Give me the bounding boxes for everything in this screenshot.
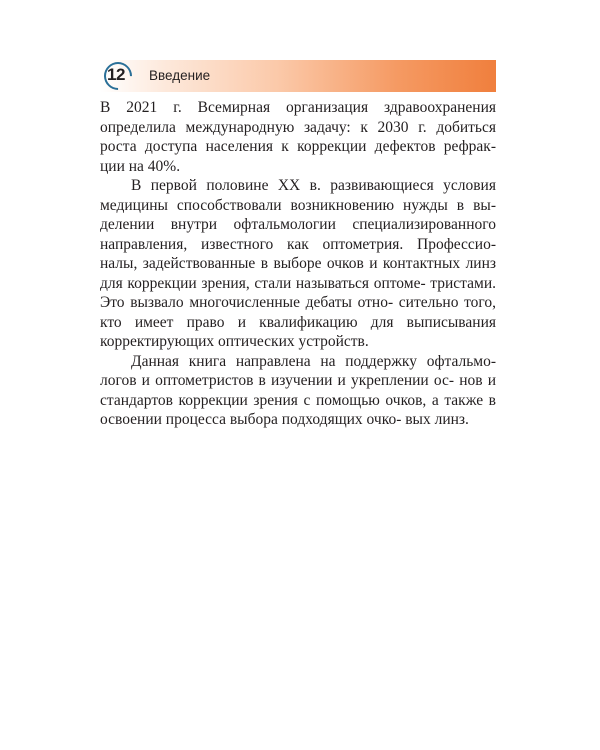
text-line: тристами. Это вызвало многочисленные дебаты отно-: [100, 274, 496, 311]
page-header: [100, 60, 496, 92]
text-line: роста доступа населения к коррекции дефектов рефрак-: [100, 138, 496, 155]
text-line: а также в освоении процесса выбора подходящих очко-: [100, 391, 496, 428]
text-line: В 2021 г. Всемирная организация здравоохранения: [100, 99, 496, 116]
text-line: логов и оптометристов в изучении и укреплении ос-: [100, 372, 455, 389]
text-line: линз для коррекции зрения, стали называться оптоме-: [100, 255, 497, 292]
paragraph-2: [100, 176, 496, 352]
text-line: медицины способствовали возникновению нужды в вы-: [100, 196, 496, 214]
page-number: 12: [107, 65, 125, 84]
text-line: нов и стандартов коррекции зрения с помощью очков,: [100, 372, 497, 409]
text-line: Данная книга направлена на поддержку офтальмо-: [131, 352, 496, 370]
body-text: [100, 98, 496, 430]
paragraph-1: [100, 98, 496, 176]
text-line: направления, известного как оптометрия. Профессио-: [100, 235, 496, 253]
text-line: выписывания корректирующих оптических устройств.: [100, 313, 497, 350]
text-line: определила международную задачу: к 2030 г. добиться: [100, 118, 496, 136]
text-line: В первой половине XX в. развивающиеся условия: [131, 177, 496, 194]
paragraph-3: [100, 352, 496, 430]
text-line: ции на 40%.: [100, 157, 181, 175]
text-line: делении внутри офтальмологии специализированного: [100, 216, 496, 233]
text-line: вых линз.: [405, 411, 469, 428]
section-title: Введение: [149, 68, 211, 83]
text-line: сительно того, кто имеет право и квалификацию для: [100, 294, 497, 331]
text-line: налы, задействованные в выборе очков и контактных: [100, 255, 461, 272]
